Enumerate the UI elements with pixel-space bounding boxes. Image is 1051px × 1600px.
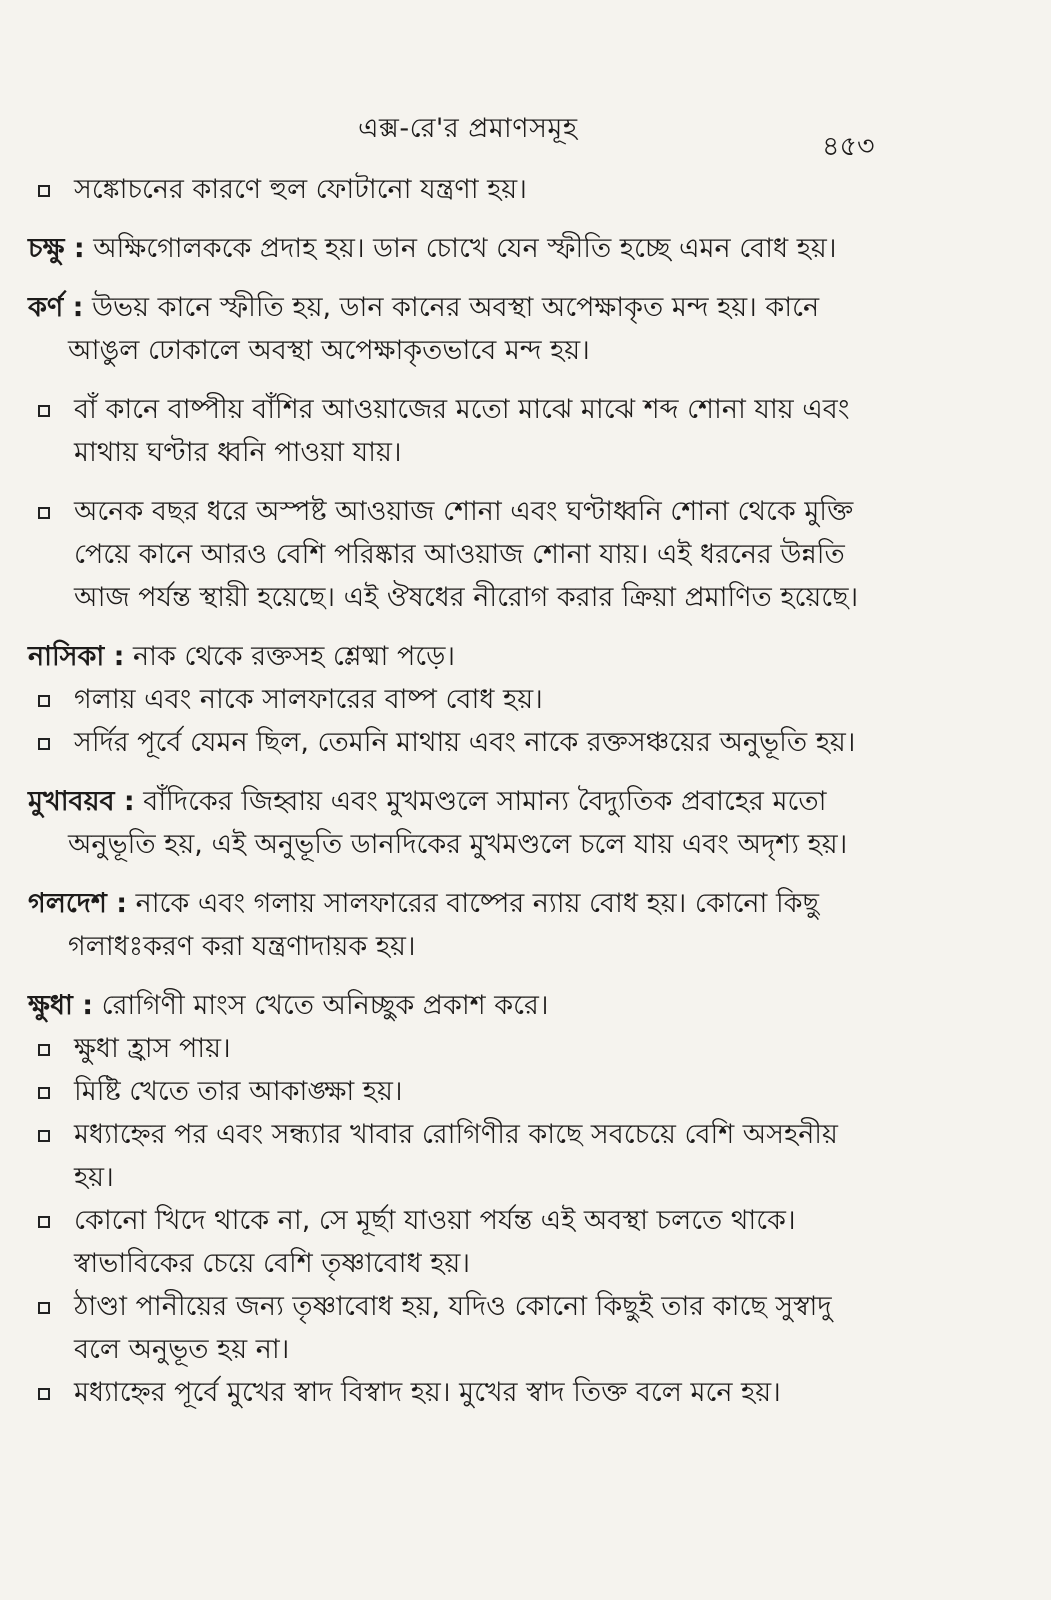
text-line: পেয়ে কানে আরও বেশি পরিষ্কার আওয়াজ শোনা যায়। এই ধরনের উন্নতি (74, 539, 845, 570)
list-item: ঠাণ্ডা পানীয়ের জন্য তৃষ্ণাবোধ হয়, যদিও কোনো কিছুই তার কাছে সুস্বাদু (28, 1285, 873, 1328)
checkbox-bullet-icon (38, 1216, 50, 1228)
section-term: ক্ষুধা : (28, 990, 94, 1021)
section-term: গলদেশ : (28, 888, 128, 919)
text-line: হয়। (74, 1162, 114, 1193)
section-face: মুখাবয়ব : বাঁদিকের জিহ্বায় এবং মুখমণ্ডলে সামান্য বৈদ্যুতিক প্রবাহের মতো (28, 786, 827, 817)
list-item: কোনো খিদে থাকে না, সে মূর্ছা যাওয়া পর্যন্ত এই অবস্থা চলতে থাকে। (28, 1199, 873, 1242)
checkbox-bullet-icon (38, 1044, 50, 1056)
text-line: আজ পর্যন্ত স্থায়ী হয়েছে। এই ঔষধের নীরোগ করার ক্রিয়া প্রমাণিত হয়েছে। (74, 582, 859, 613)
page-body (28, 168, 873, 1414)
list-item: সর্দির পূর্বে যেমন ছিল, তেমনি মাথায় এবং নাকে রক্তসঞ্চয়ের অনুভূতি হয়। (28, 721, 873, 764)
section-hunger: ক্ষুধা : রোগিণী মাংস খেতে অনিচ্ছুক প্রকাশ করে। (28, 990, 549, 1021)
section-term: নাসিকা : (28, 641, 125, 672)
text-line: গলাধঃকরণ করা যন্ত্রণাদায়ক হয়। (68, 931, 416, 962)
checkbox-bullet-icon (38, 1302, 50, 1314)
text-line: আঙুল ঢোকালে অবস্থা অপেক্ষাকৃতভাবে মন্দ হয়। (68, 335, 590, 366)
list-item: গলায় এবং নাকে সালফারের বাষ্প বোধ হয়। (28, 678, 873, 721)
section-ear: কর্ণ : উভয় কানে স্ফীতি হয়, ডান কানের অবস্থা অপেক্ষাকৃত মন্দ হয়। কানে (28, 292, 820, 323)
checkbox-bullet-icon (38, 1130, 50, 1142)
list-item: মধ্যাহ্নের পর এবং সন্ধ্যার খাবার রোগিণীর কাছে সবচেয়ে বেশি অসহনীয় (28, 1113, 873, 1156)
text-line: বলে অনুভূত হয় না। (74, 1334, 290, 1365)
checkbox-bullet-icon (38, 738, 50, 750)
section-eye: চক্ষু : অক্ষিগোলককে প্রদাহ হয়। ডান চোখে যেন স্ফীতি হচ্ছে এমন বোধ হয়। (28, 233, 837, 264)
checkbox-bullet-icon (38, 1388, 50, 1400)
section-term: মুখাবয়ব : (28, 786, 135, 817)
list-item: সঙ্কোচনের কারণে হুল ফোটানো যন্ত্রণা হয়। (28, 168, 873, 211)
page-number: ৪৫৩ (822, 131, 875, 162)
running-title: এক্স-রে'র প্রমাণসমূহ (358, 113, 578, 144)
checkbox-bullet-icon (38, 1087, 50, 1099)
checkbox-bullet-icon (38, 695, 50, 707)
section-term: কর্ণ : (28, 292, 84, 323)
text-line: অনুভূতি হয়, এই অনুভূতি ডানদিকের মুখমণ্ডলে চলে যায় এবং অদৃশ্য হয়। (68, 829, 848, 860)
list-item: ক্ষুধা হ্রাস পায়। (28, 1027, 873, 1070)
section-nose: নাসিকা : নাক থেকে রক্তসহ শ্লেষ্মা পড়ে। (28, 641, 456, 672)
page-header (0, 104, 1051, 162)
list-item: বাঁ কানে বাষ্পীয় বাঁশির আওয়াজের মতো মাঝে মাঝে শব্দ শোনা যায় এবং (28, 388, 873, 431)
text-line: স্বাভাবিকের চেয়ে বেশি তৃষ্ণাবোধ হয়। (74, 1248, 470, 1279)
section-term: চক্ষু : (28, 233, 85, 264)
section-throat: গলদেশ : নাকে এবং গলায় সালফারের বাষ্পের ন্যায় বোধ হয়। কোনো কিছু (28, 888, 819, 919)
list-item: মিষ্টি খেতে তার আকাঙ্ক্ষা হয়। (28, 1070, 873, 1113)
checkbox-bullet-icon (38, 405, 50, 417)
list-item: মধ্যাহ্নের পূর্বে মুখের স্বাদ বিস্বাদ হয়। মুখের স্বাদ তিক্ত বলে মনে হয়। (28, 1371, 873, 1414)
list-item: অনেক বছর ধরে অস্পষ্ট আওয়াজ শোনা এবং ঘণ্টাধ্বনি শোনা থেকে মুক্তি (28, 490, 873, 533)
text-line: মাথায় ঘণ্টার ধ্বনি পাওয়া যায়। (74, 437, 402, 468)
checkbox-bullet-icon (38, 185, 50, 197)
checkbox-bullet-icon (38, 507, 50, 519)
